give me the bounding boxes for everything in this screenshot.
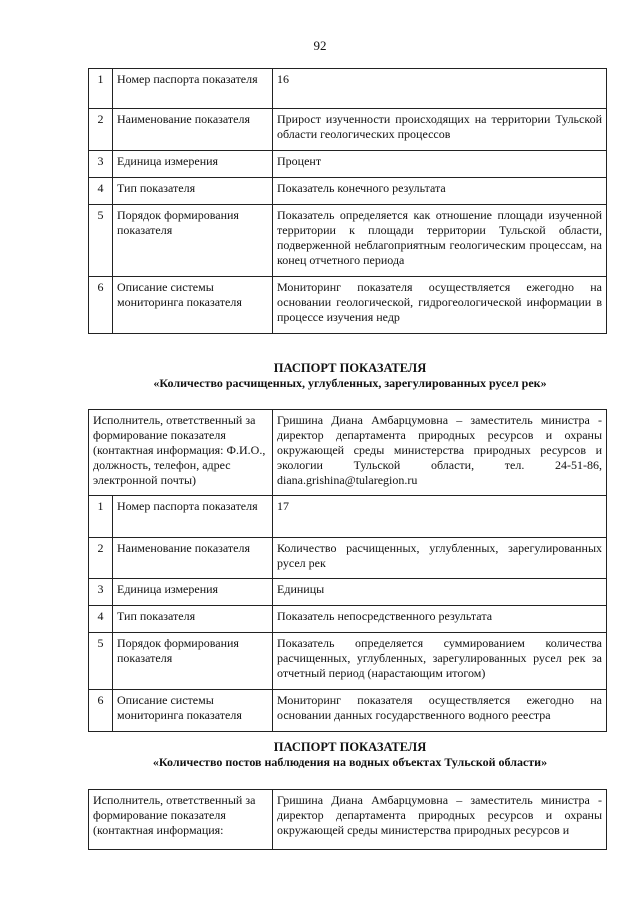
row-value: Мониторинг показателя осуществляется ежегодно на основании геологической, гидрогеологической информации в процессе изучения недр (273, 277, 607, 334)
row-value: Количество расчищенных, углубленных, зарегулированных русел рек (273, 538, 607, 579)
passport-title: ПАСПОРТ ПОКАЗАТЕЛЯ (273, 361, 427, 375)
executor-row (89, 790, 607, 850)
row-number: 1 (89, 496, 113, 538)
row-label: Порядок формирования показателя (113, 205, 273, 277)
row-value: Процент (273, 151, 607, 178)
row-label: Единица измерения (113, 579, 273, 606)
row-value: Прирост изученности происходящих на территории Тульской области геологических процессов (273, 109, 607, 151)
table-row (89, 69, 607, 109)
executor-label: Исполнитель, ответственный за формирование показателя (контактная информация: Ф.И.О., должность, телефон, адрес электронной почты) (89, 410, 273, 496)
row-number: 5 (89, 633, 113, 690)
passport-heading (60, 740, 640, 770)
row-label: Описание системы мониторинга показателя (113, 277, 273, 334)
row-label: Единица измерения (113, 151, 273, 178)
row-value: Показатель непосредственного результата (273, 606, 607, 633)
row-label: Описание системы мониторинга показателя (113, 690, 273, 732)
row-value: 16 (273, 69, 607, 109)
row-number: 1 (89, 69, 113, 109)
table-row (89, 579, 607, 606)
row-number: 3 (89, 579, 113, 606)
row-value: 17 (273, 496, 607, 538)
row-label: Порядок формирования показателя (113, 633, 273, 690)
row-label: Номер паспорта показателя (113, 496, 273, 538)
row-number: 4 (89, 606, 113, 633)
table-row (89, 109, 607, 151)
row-number: 6 (89, 690, 113, 732)
executor-value: Гришина Диана Амбарцумовна – заместитель министра - директор департамента природных ресурсов и охраны окружающей среды министерства природных ресурсов и экологии Тульской области, тел. 24-51-86, diana.grishina@tularegion.ru (273, 410, 607, 496)
row-value: Мониторинг показателя осуществляется ежегодно на основании данных государственного водного реестра (273, 690, 607, 732)
row-value: Показатель определяется как отношение площади изученной территории к площади территории Тульской области, подверженной неблагоприятным геологическим процессам, на конец отчетного периода (273, 205, 607, 277)
row-value: Единицы (273, 579, 607, 606)
table-row (89, 277, 607, 334)
table-row (89, 205, 607, 277)
row-label: Наименование показателя (113, 538, 273, 579)
row-number: 2 (89, 538, 113, 579)
table-row (89, 633, 607, 690)
passport-subtitle: «Количество расчищенных, углубленных, зарегулированных русел рек» (153, 376, 547, 390)
passport-heading (60, 361, 640, 391)
row-value: Показатель определяется суммированием количества расчищенных, углубленных, зарегулированных русел рек за отчетный период (нарастающим итогом) (273, 633, 607, 690)
page-number: 92 (313, 38, 327, 53)
row-number: 3 (89, 151, 113, 178)
passport-table-posts (88, 789, 607, 850)
row-label: Тип показателя (113, 178, 273, 205)
table-row (89, 178, 607, 205)
passport-table-16 (88, 68, 607, 334)
table-row (89, 496, 607, 538)
passport-table-17 (88, 409, 607, 732)
table-row (89, 606, 607, 633)
table-row (89, 690, 607, 732)
executor-value: Гришина Диана Амбарцумовна – заместитель министра - директор департамента природных ресурсов и охраны окружающей среды министерства природных ресурсов и (273, 790, 607, 850)
passport-title: ПАСПОРТ ПОКАЗАТЕЛЯ (273, 740, 427, 754)
row-label: Тип показателя (113, 606, 273, 633)
row-number: 4 (89, 178, 113, 205)
row-value: Показатель конечного результата (273, 178, 607, 205)
row-number: 2 (89, 109, 113, 151)
passport-subtitle: «Количество постов наблюдения на водных объектах Тульской области» (152, 755, 548, 769)
row-label: Номер паспорта показателя (113, 69, 273, 109)
row-label: Наименование показателя (113, 109, 273, 151)
executor-row (89, 410, 607, 496)
row-number: 5 (89, 205, 113, 277)
table-row (89, 538, 607, 579)
executor-label: Исполнитель, ответственный за формирование показателя (контактная информация: (89, 790, 273, 850)
table-row (89, 151, 607, 178)
row-number: 6 (89, 277, 113, 334)
